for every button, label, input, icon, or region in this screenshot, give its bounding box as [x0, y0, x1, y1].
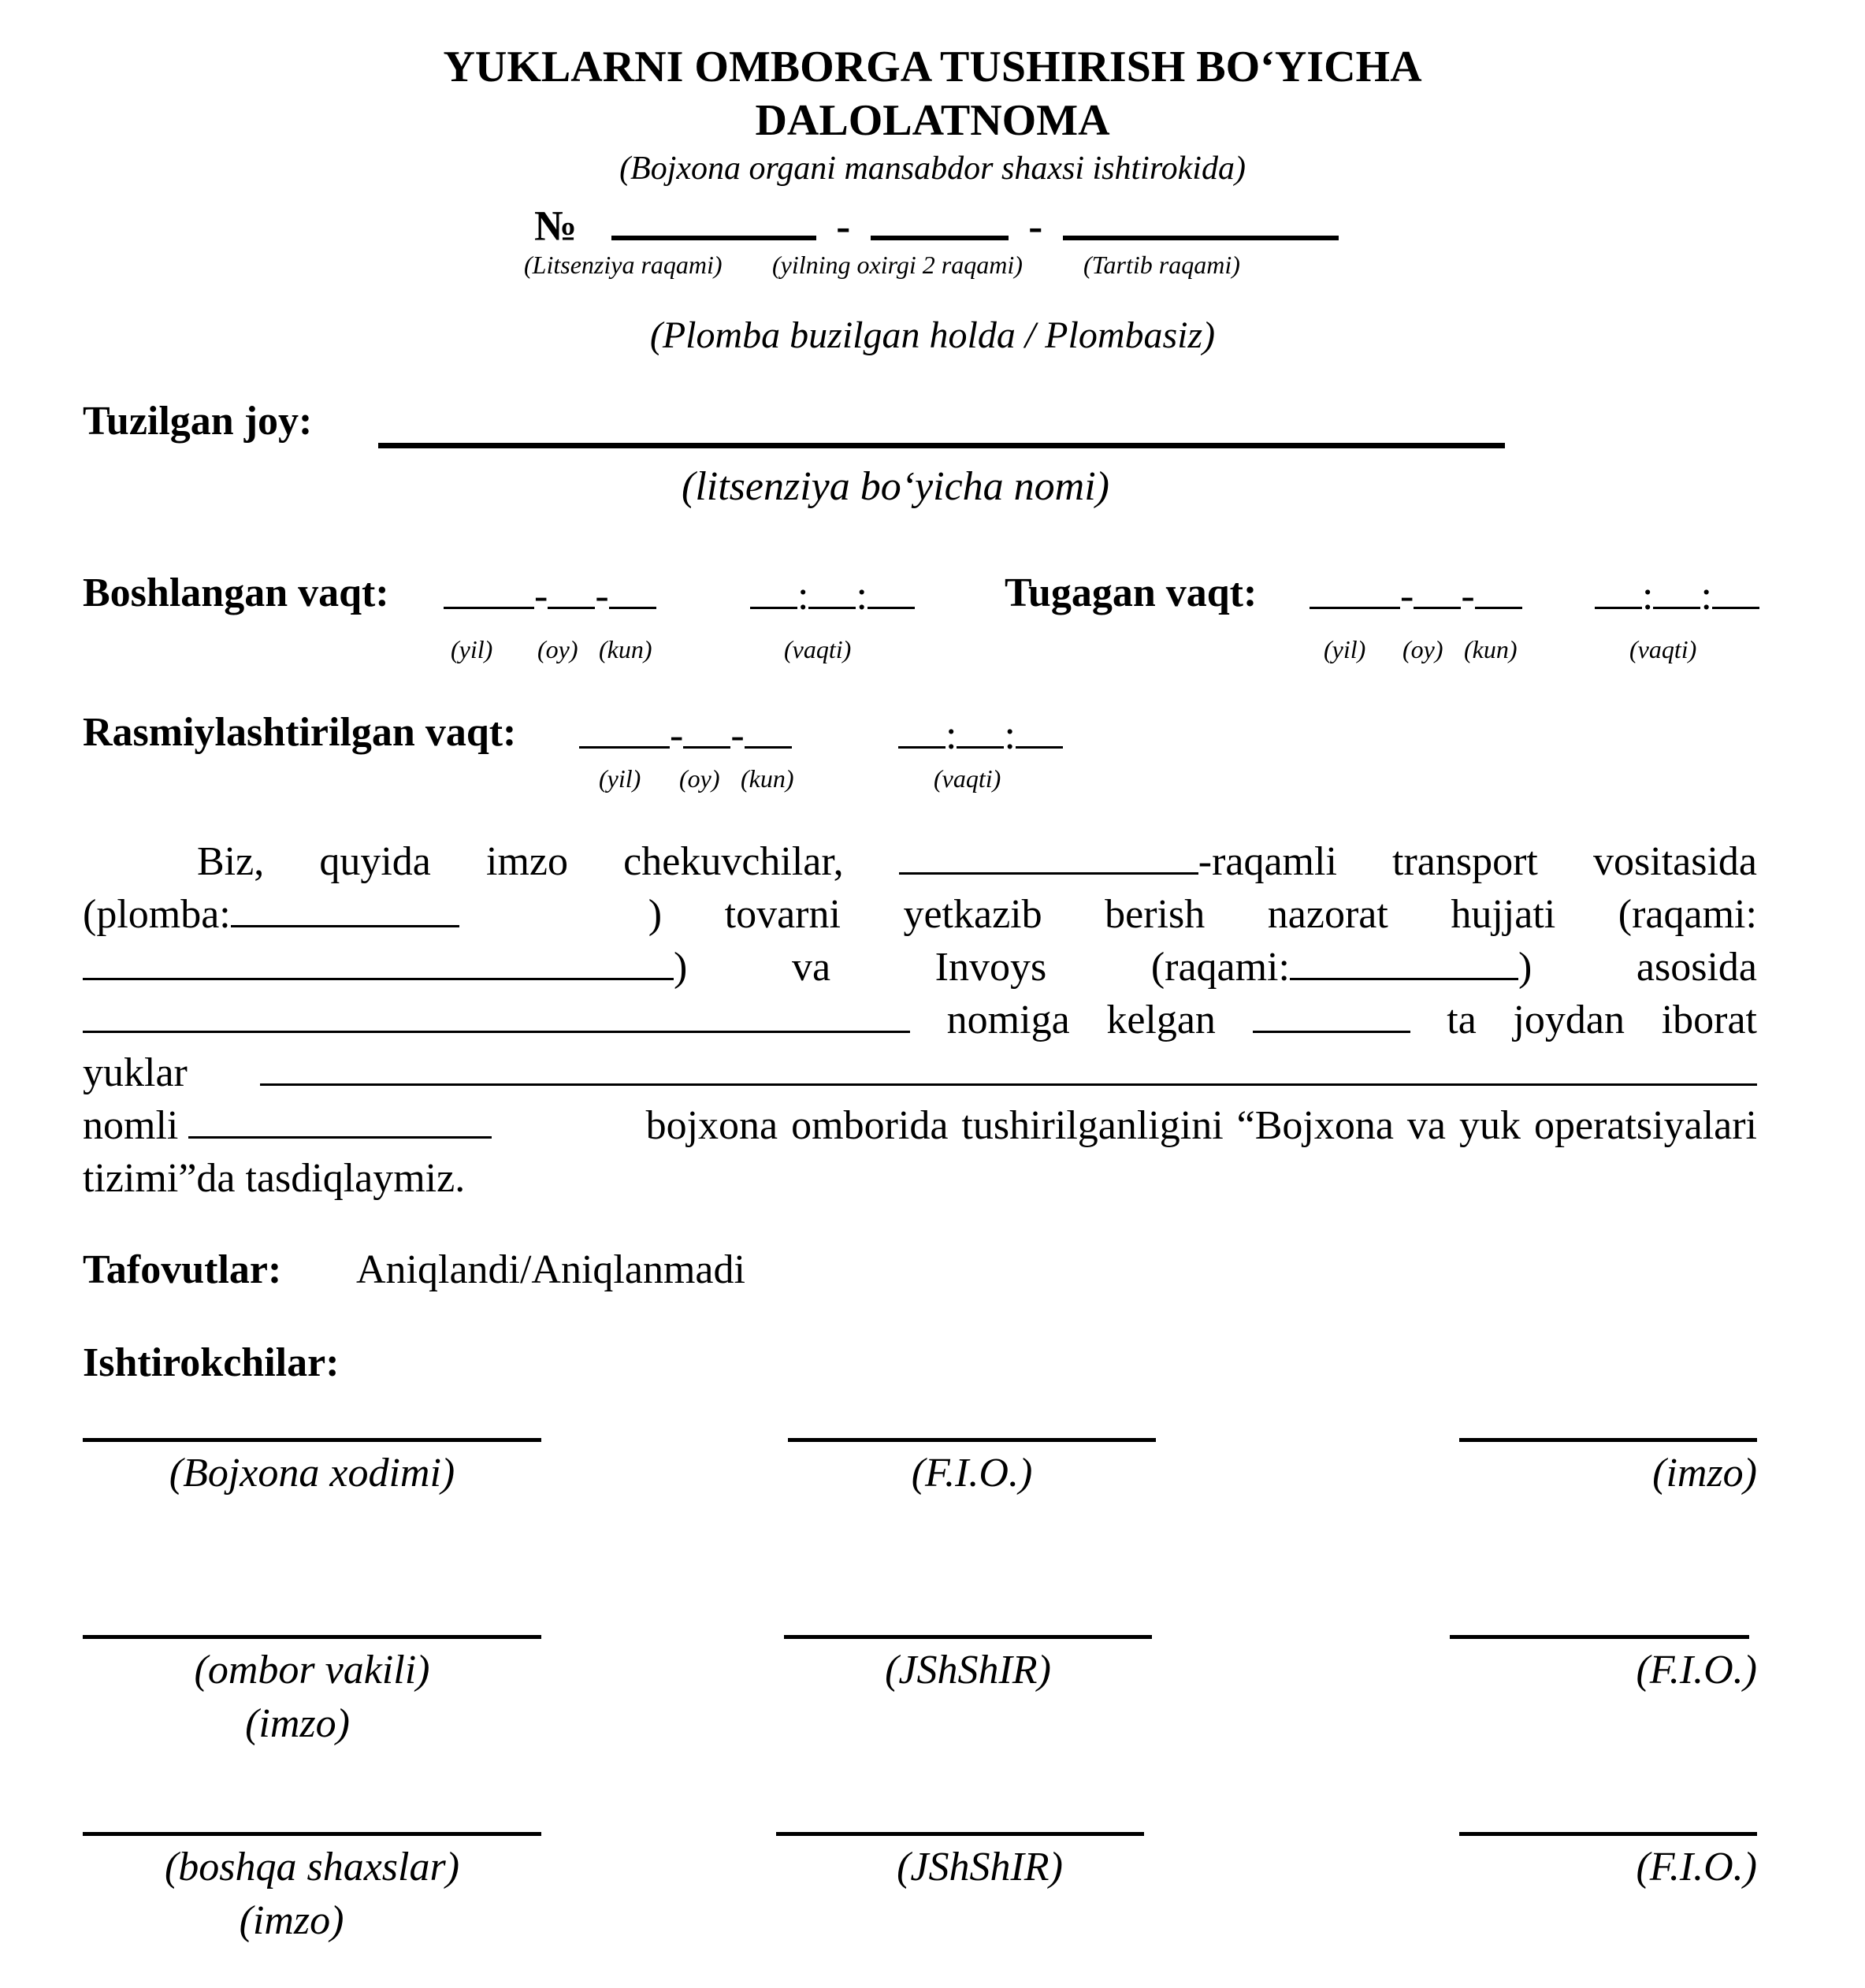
customs-officer-signature-line[interactable]	[83, 1438, 541, 1442]
paragraph-line-7: tizimi”da tasdiqlaymiz.	[83, 1156, 466, 1201]
paragraph-line-5: yuklar	[83, 1046, 1757, 1099]
start-day-hint: (kun)	[599, 635, 652, 663]
paragraph-line-1: Biz, quyida imzo chekuvchilar, -raqamli transport vositasida	[83, 835, 1757, 888]
document-subtitle: (Bojxona organi mansabdor shaxsi ishtirokida)	[619, 150, 1246, 187]
customs-officer-imzo-line[interactable]	[1459, 1438, 1757, 1442]
warehouse-rep-fio-label: (F.I.O.)	[1636, 1648, 1757, 1693]
control-document-number-field[interactable]	[83, 941, 674, 980]
differences-value[interactable]: Aniqlandi/Aniqlanmadi	[356, 1247, 745, 1292]
other-persons-imzo-label: (imzo)	[239, 1898, 344, 1943]
end-time-label: Tugagan vaqt:	[1005, 570, 1258, 615]
place-label: Tuzilgan joy:	[83, 399, 313, 444]
registered-day-hint: (kun)	[741, 764, 794, 793]
warehouse-rep-name-line[interactable]	[1450, 1635, 1749, 1639]
warehouse-rep-signature-line[interactable]	[83, 1635, 541, 1639]
registered-time-hint: (vaqti)	[934, 764, 1001, 793]
registered-date-field[interactable]: - -	[579, 709, 792, 759]
customs-officer-fio-label: (F.I.O.)	[911, 1451, 1033, 1496]
other-persons-label: (boshqa shaxslar)	[164, 1845, 460, 1890]
warehouse-rep-tin-line[interactable]	[784, 1635, 1152, 1639]
year-digits-field[interactable]	[871, 197, 1009, 240]
place-hint: (litsenziya bo‘yicha nomi)	[682, 464, 1109, 509]
registered-time-label: Rasmiylashtirilgan vaqt:	[83, 710, 517, 755]
registered-year-hint: (yil)	[599, 764, 641, 793]
paragraph-line-3: ) va Invoys (raqami: ) asosida	[83, 941, 1757, 994]
customs-officer-imzo-label: (imzo)	[1652, 1451, 1757, 1496]
paragraph-line-2: (plomba: ) tovarni yetkazib berish nazorat hujjati (raqami:	[83, 888, 1757, 941]
other-persons-signature-line[interactable]	[83, 1832, 541, 1836]
number-separator-1: -	[836, 202, 851, 250]
end-clock-field[interactable]: : :	[1595, 570, 1759, 619]
serial-number-hint: (Tartib raqami)	[1083, 251, 1240, 279]
end-month-hint: (oy)	[1402, 635, 1443, 663]
number-sign: №	[534, 202, 578, 250]
paragraph-line-6: nomli bojxona omborida tushirilganligini “Bojxona va yuk operatsiyalari	[83, 1099, 1757, 1152]
document-title-line2: DALOLATNOMA	[755, 96, 1110, 145]
start-time-hint: (vaqti)	[784, 635, 852, 663]
registered-clock-field[interactable]: : :	[898, 709, 1063, 759]
other-persons-name-line[interactable]	[1459, 1832, 1757, 1836]
end-time-hint: (vaqti)	[1629, 635, 1697, 663]
goods-description-field[interactable]	[260, 1046, 1757, 1086]
customs-officer-label: (Bojxona xodimi)	[169, 1451, 455, 1496]
package-count-field[interactable]	[1253, 994, 1410, 1033]
document-title-line1: YUKLARNI OMBORGA TUSHIRISH BO‘YICHA	[443, 43, 1422, 91]
place-input-line[interactable]	[378, 443, 1505, 448]
consignee-name-field[interactable]	[83, 994, 910, 1033]
participants-label: Ishtirokchilar:	[83, 1340, 340, 1385]
paragraph-line-4: nomiga kelgan ta joydan iborat	[83, 994, 1757, 1046]
other-persons-tin-label: (JShShIR)	[897, 1845, 1063, 1890]
warehouse-rep-imzo-label: (imzo)	[245, 1701, 350, 1746]
license-number-hint: (Litsenziya raqami)	[524, 251, 723, 279]
customs-officer-name-line[interactable]	[788, 1438, 1156, 1442]
vehicle-number-field[interactable]	[899, 835, 1198, 875]
end-year-hint: (yil)	[1324, 635, 1366, 663]
other-persons-tin-line[interactable]	[776, 1832, 1144, 1836]
end-date-field[interactable]: - -	[1310, 570, 1522, 619]
start-clock-field[interactable]: : :	[750, 570, 915, 619]
seal-status: (Plomba buzilgan holda / Plombasiz)	[649, 314, 1216, 356]
serial-number-field[interactable]	[1063, 197, 1339, 240]
warehouse-rep-tin-label: (JShShIR)	[885, 1648, 1051, 1693]
registered-month-hint: (oy)	[679, 764, 720, 793]
license-number-field[interactable]	[611, 197, 816, 240]
end-day-hint: (kun)	[1464, 635, 1518, 663]
other-persons-fio-label: (F.I.O.)	[1636, 1845, 1757, 1890]
statement-paragraph	[83, 835, 1757, 1205]
start-month-hint: (oy)	[537, 635, 578, 663]
seal-number-field[interactable]	[231, 888, 459, 927]
warehouse-name-field[interactable]	[188, 1099, 492, 1139]
differences-label: Tafovutlar:	[83, 1247, 282, 1292]
year-digits-hint: (yilning oxirgi 2 raqami)	[772, 251, 1023, 279]
number-separator-2: -	[1028, 202, 1043, 250]
start-date-field[interactable]: - -	[444, 570, 656, 619]
document-number-row	[534, 197, 1339, 251]
warehouse-rep-label: (ombor vakili)	[194, 1648, 430, 1693]
start-year-hint: (yil)	[451, 635, 493, 663]
invoice-number-field[interactable]	[1290, 941, 1518, 980]
start-time-label: Boshlangan vaqt:	[83, 570, 389, 615]
